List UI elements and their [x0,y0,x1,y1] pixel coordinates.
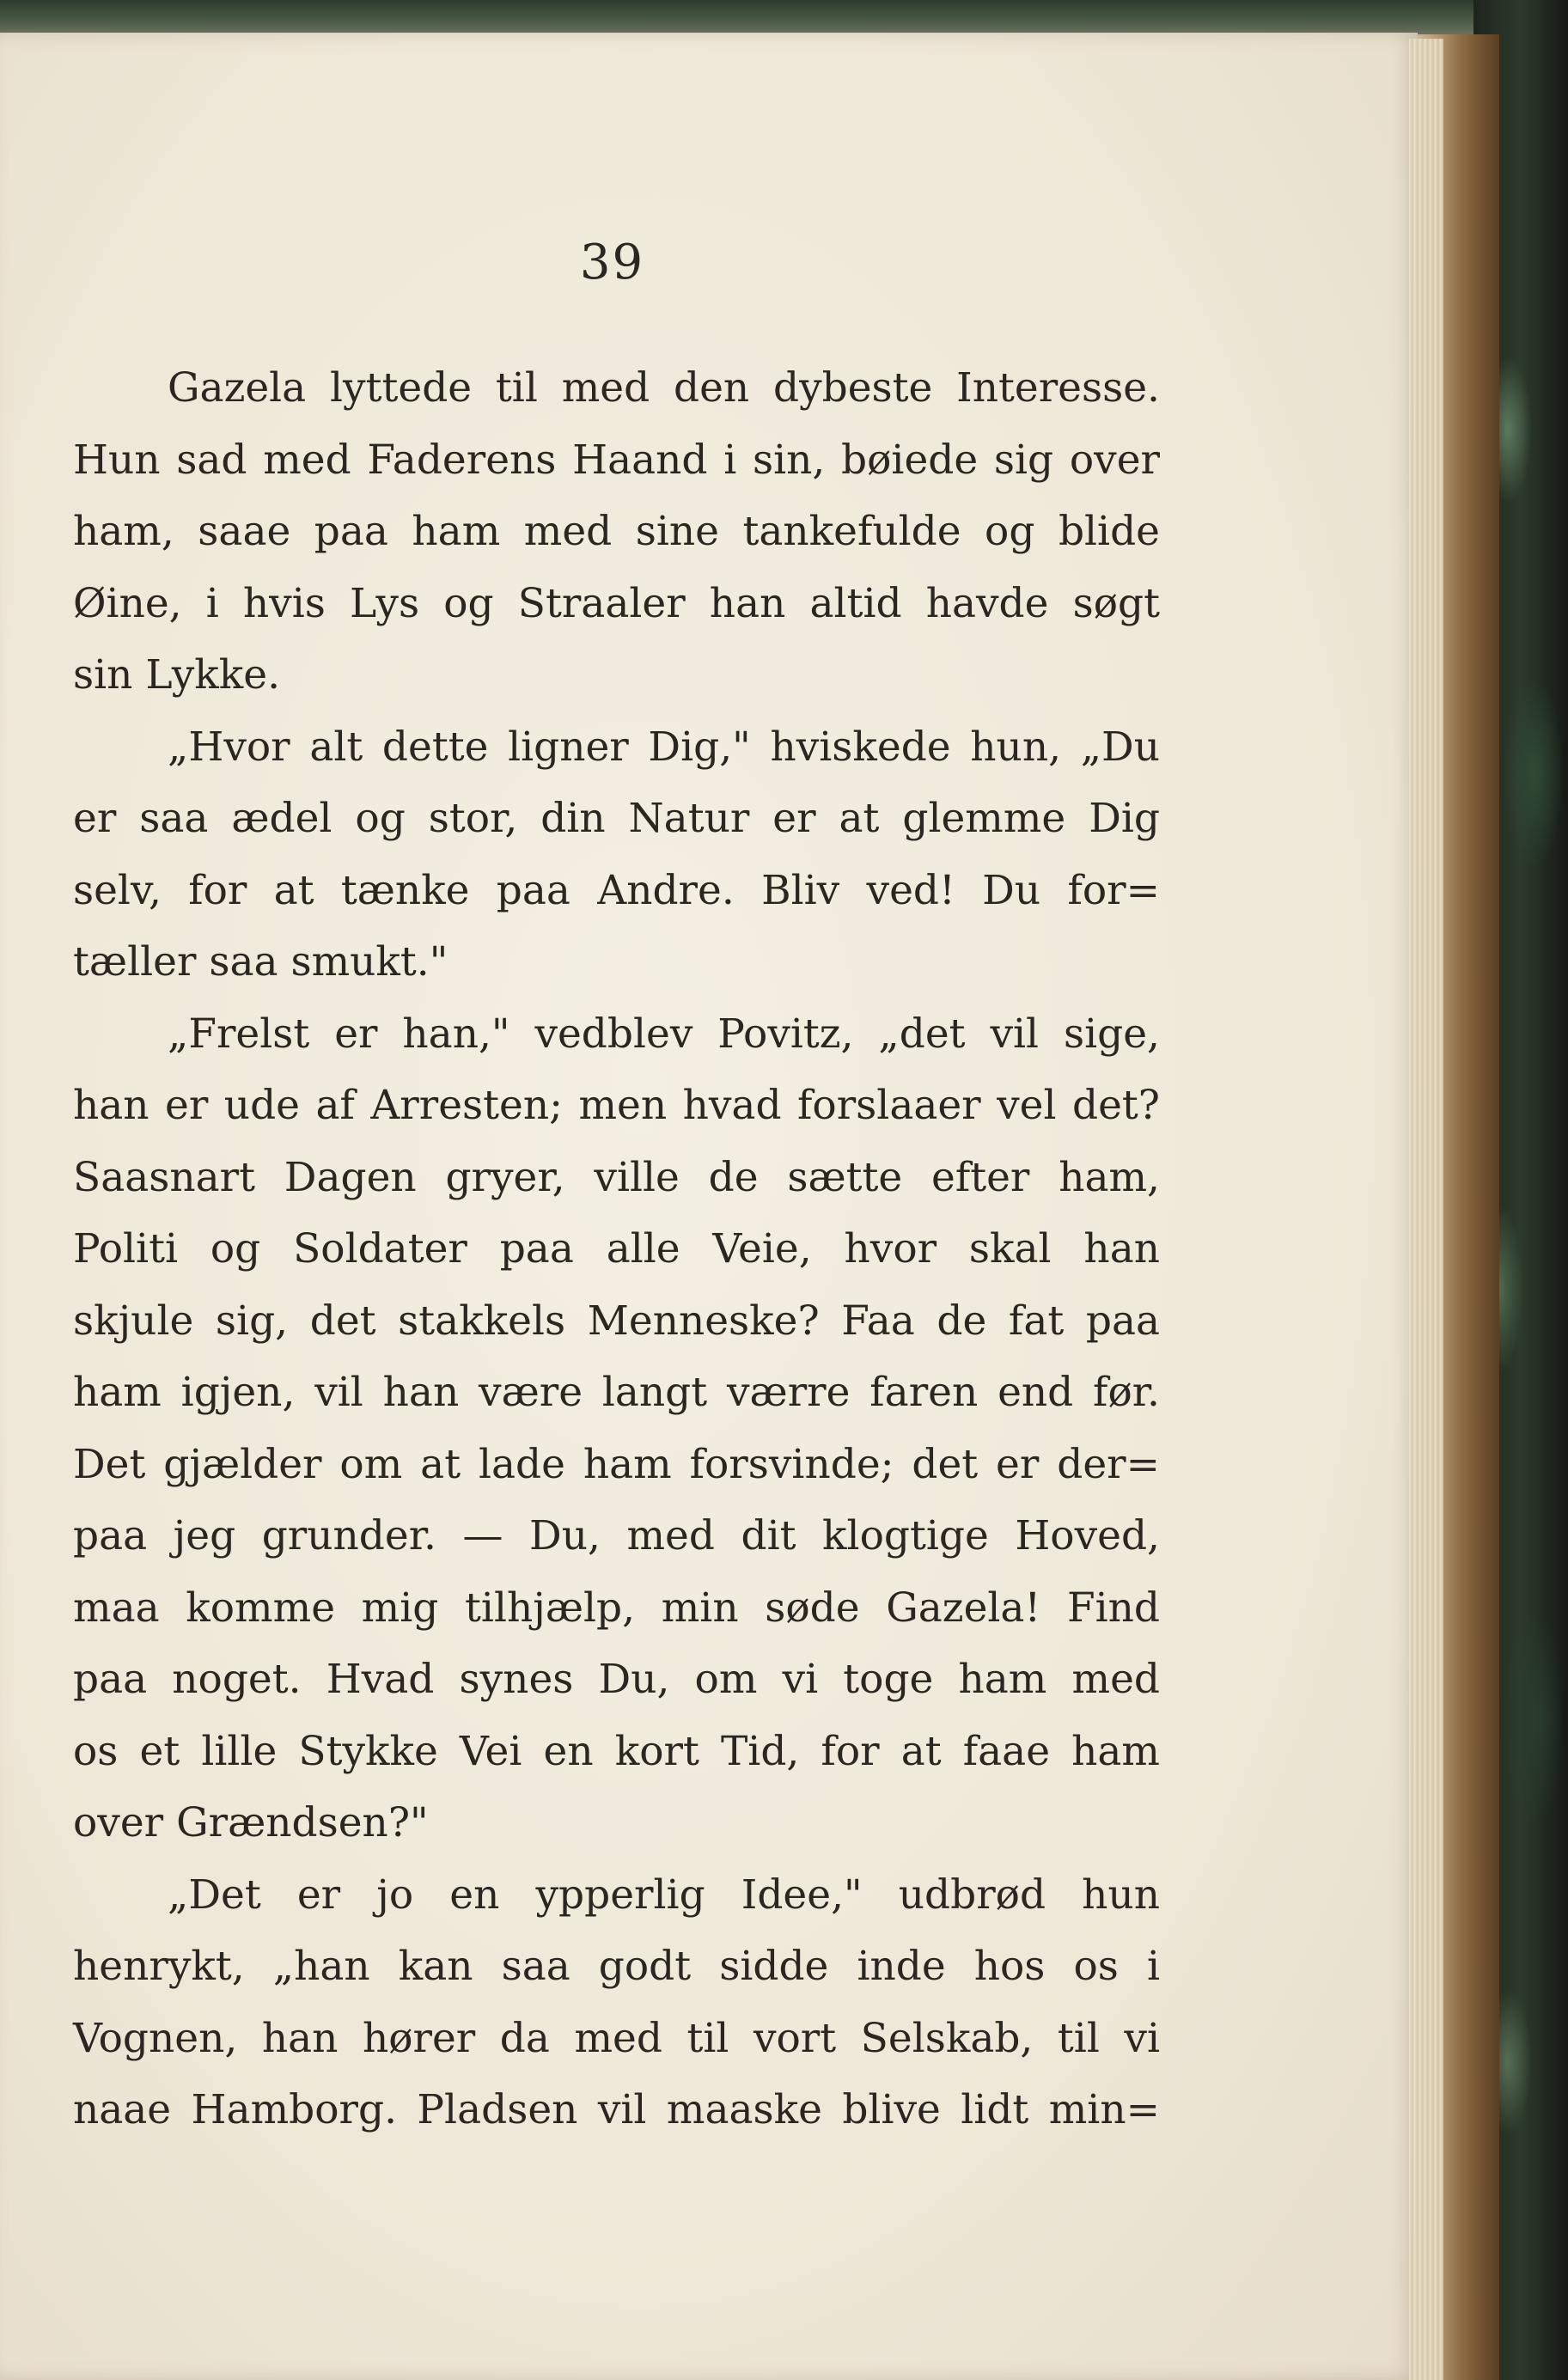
body-text [73,352,1160,2146]
text-line: skjule sig, det stakkels Menneske? Faa de fat paa [73,1297,1160,1345]
text-line: er saa ædel og stor, din Natur er at glemme Dig [73,795,1160,842]
book-page [0,33,1418,2380]
text-line: ham igjen, vil han være langt værre faren end før. [73,1369,1160,1416]
text-line: Gazela lyttede til med den dybeste Interesse. [168,364,1160,412]
text-line: „Det er jo en ypperlig Idee," udbrød hun [168,1870,1160,1919]
text-line: maa komme mig tilhjælp, min søde Gazela! Find [73,1584,1160,1632]
paragraph-3 [73,998,1160,1859]
page-leaves-edge [1409,39,1443,2380]
text-line: Politi og Soldater paa alle Veie, hvor skal han [73,1225,1160,1272]
text-line: over Grændsen?" [73,1799,429,1846]
text-line: han er ude af Arresten; men hvad forslaaer vel det? [73,1082,1160,1129]
text-line: os et lille Stykke Vei en kort Tid, for at faae ham [73,1727,1160,1775]
page-number: 39 [579,235,645,290]
top-binding-strip [0,0,1568,34]
text-line: selv, for at tænke paa Andre. Bliv ved! Du for= [73,866,1160,914]
text-line: Hun sad med Faderens Haand i sin, bøiede sig over [73,436,1160,484]
text-line: „Frelst er han," vedblev Povitz, „det vil sige, [168,1010,1160,1058]
text-line: paa jeg grunder. — Du, med dit klogtige Hoved, [73,1512,1160,1559]
text-line: Øine, i hvis Lys og Straaler han altid havde søgt [73,579,1160,627]
text-line: Saasnart Dagen gryer, ville de sætte efter ham, [73,1153,1160,1201]
text-line: naae Hamborg. Pladsen vil maaske blive lidt min= [73,2086,1160,2133]
text-line: ham, saae paa ham med sine tankefulde og blide [73,508,1160,555]
text-line: paa noget. Hvad synes Du, om vi toge ham med [73,1656,1160,1703]
paragraph-1 [73,352,1160,711]
text-line: sin Lykke. [73,651,281,699]
text-line: Det gjælder om at lade ham forsvinde; det er der= [73,1440,1160,1488]
text-line: „Hvor alt dette ligner Dig," hviskede hun, „Du [168,723,1160,771]
text-line: tæller saa smukt." [73,938,448,986]
text-line: Vognen, han hører da med til vort Selskab, til vi [73,2014,1160,2062]
text-line: henrykt, „han kan saa godt sidde inde hos os i [73,1943,1160,1990]
paragraph-2 [73,711,1160,998]
paragraph-4 [73,1859,1160,2146]
